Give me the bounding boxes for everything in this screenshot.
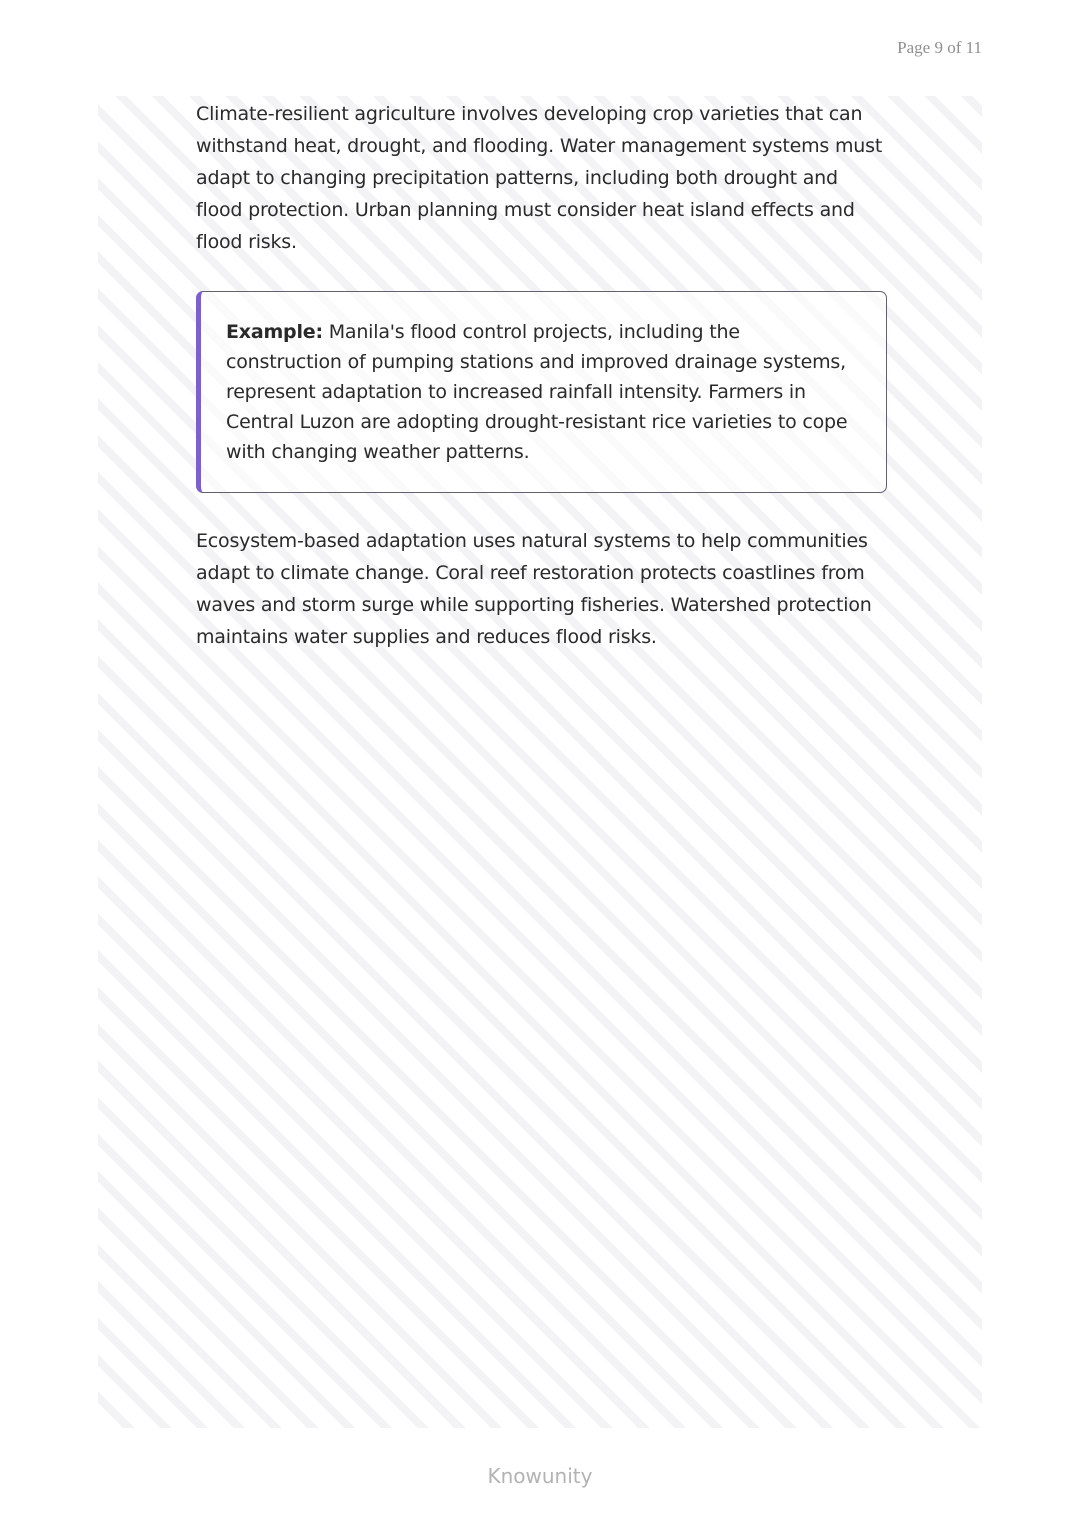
paragraph-ecosystem-adaptation: Ecosystem-based adaptation uses natural systems to help communities adapt to climate change. Coral reef restoration protects coastlines from waves and storm surge while supporting fisheries. Watershed protection maintains water supplies and reduces flood risks. xyxy=(196,530,872,648)
example-body: Manila's flood control projects, including the construction of pumping stations and improved drainage systems, represent adaptation to increased rainfall intensity. Farmers in Central Luzon are adopting drought-resistant rice varieties to cope with changing weather patterns. xyxy=(226,321,848,463)
example-callout xyxy=(196,291,887,493)
paragraph-resilient-agriculture: Climate-resilient agriculture involves developing crop varieties that can withstand heat, drought, and flooding. Water management systems must adapt to changing precipitation patterns, including both drought and flood protection. Urban planning must consider heat island effects and flood risks. xyxy=(196,103,883,253)
example-label: Example: xyxy=(226,321,323,343)
footer-brand: Knowunity xyxy=(487,1464,593,1488)
example-text xyxy=(226,317,860,467)
page-content xyxy=(196,98,886,653)
page-number: Page 9 of 11 xyxy=(897,38,982,57)
